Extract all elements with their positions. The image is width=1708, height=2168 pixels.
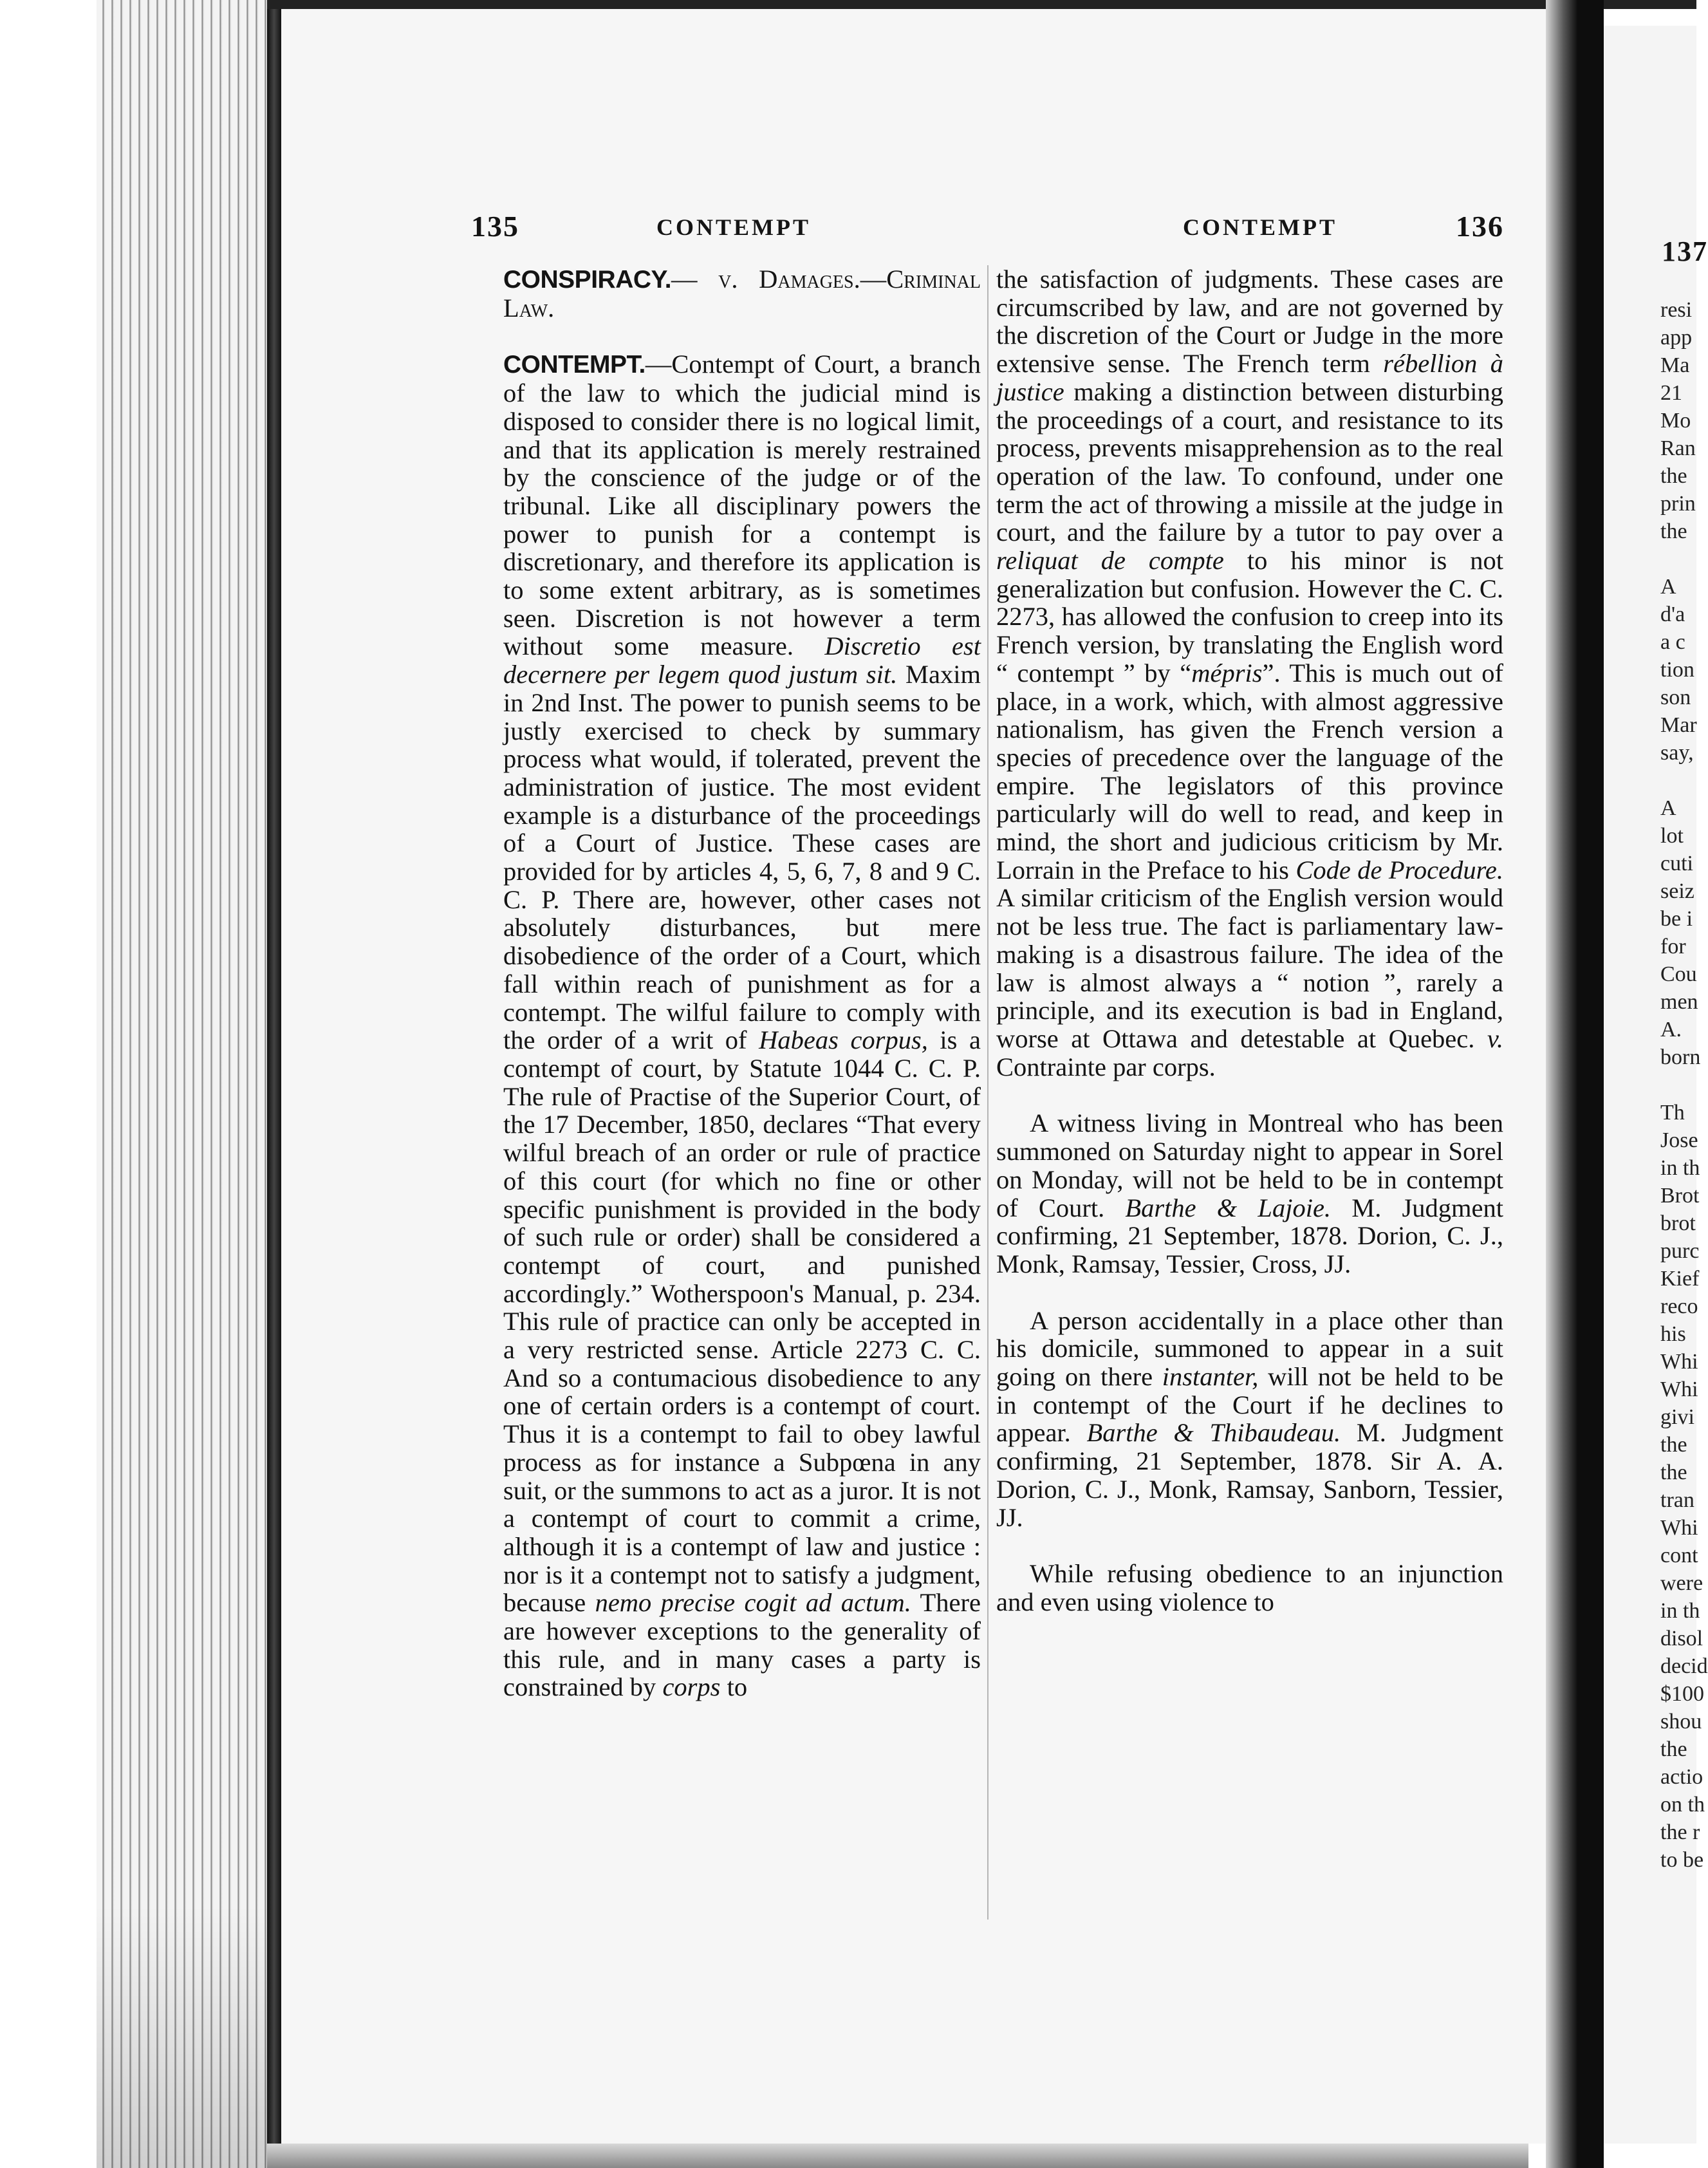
para2-text-b: M. Judgment confirming, 21 September, 1878. Dorion, C. J., Monk, Ramsay, Tessier, Cross, JJ.: [996, 1193, 1503, 1278]
book-gutter: [1546, 0, 1604, 2168]
next-page-fragment-line: a c: [1660, 630, 1685, 654]
next-page-fragment-line: givi: [1660, 1405, 1694, 1429]
next-page-fragment-line: brot: [1660, 1211, 1696, 1235]
page-edge-shadow: [97, 1905, 277, 2168]
next-page-fragment-line: the r: [1660, 1820, 1700, 1844]
next-page-fragment-line: decid: [1660, 1654, 1708, 1678]
para1-text-a: the satisfaction of judgments. These cases are circumscribed by law, and are not governed by the discretion of the Court or Judge in the more extensive sense. The French term: [996, 265, 1503, 378]
next-page-fragment-line: the: [1660, 519, 1687, 543]
next-page-fragment-line: to be: [1660, 1848, 1704, 1872]
latin-nemo: nemo precise cogit ad actum.: [595, 1588, 911, 1618]
next-page-fragment-line: d'a: [1660, 603, 1685, 626]
next-page-fragment-line: Cou: [1660, 962, 1697, 986]
next-page-fragment-line: [1660, 1071, 1699, 1099]
para2-text-a: A witness living in Montreal who has been summoned on Saturday night to appear in Sorel on Monday, will not be held to be in contempt of Court.: [996, 1108, 1503, 1222]
next-page-fragment-line: on th: [1660, 1793, 1705, 1817]
next-page-fragment-line: actio: [1660, 1765, 1703, 1789]
next-page-fragment-line: cuti: [1660, 852, 1693, 875]
para4-text-a: While refusing obedience to an injunction and even using violence to: [996, 1559, 1503, 1616]
para2-case: Barthe & Lajoie.: [1125, 1193, 1332, 1222]
para1-text-f: Contrainte par corps.: [996, 1052, 1216, 1081]
next-page-fragment-line: [1660, 545, 1699, 573]
next-page-fragment-line: the: [1660, 464, 1687, 488]
next-page-fragment-line: son: [1660, 686, 1691, 709]
para3-instanter: instanter,: [1162, 1362, 1259, 1392]
right-paragraph-3: [996, 1307, 1503, 1532]
entry-head-conspiracy: CONSPIRACY.: [503, 266, 672, 294]
contempt-text-4: There are however exceptions to the generality of this rule, and in many cases a party is constrained by: [503, 1588, 981, 1702]
para1-text-e: A similar criticism of the English version would not be less true. The fact is parliamentary law-making is a disastrous failure. The idea of the law is almost always a “ notion ”, rarely a principle, and its execution is bad in England, worse at Ottawa and detestable at Quebec.: [996, 883, 1503, 1053]
latin-maxim: Discretio est decernere per legem quod justum sit.: [503, 631, 981, 689]
next-page-fragment-line: Whi: [1660, 1516, 1698, 1540]
right-paragraph-1: [996, 265, 1503, 1081]
next-page-fragment-line: men: [1660, 990, 1698, 1014]
next-page-fragment-line: tion: [1660, 658, 1694, 682]
para3-text-b: will not be held to be in contempt of the Court if he declines to appear.: [996, 1362, 1503, 1448]
next-page-fragment-line: in th: [1660, 1156, 1700, 1180]
para1-v: v.: [1487, 1023, 1503, 1053]
para3-case: Barthe & Thibaudeau.: [1086, 1418, 1341, 1448]
next-page-fragment-line: say,: [1660, 741, 1694, 765]
next-page-fragment-line: Mar: [1660, 713, 1697, 737]
bottom-edge: [267, 2144, 1528, 2168]
column-divider: [987, 265, 989, 1920]
next-page-fragment-line: reco: [1660, 1294, 1698, 1318]
next-page-fragment-line: Whi: [1660, 1350, 1698, 1374]
next-page-fragment-line: be i: [1660, 907, 1693, 931]
corps-word: corps: [662, 1672, 721, 1702]
next-page-fragment-line: disol: [1660, 1627, 1703, 1650]
book-binding-edge: [267, 0, 281, 2168]
next-page-fragment-line: Kief: [1660, 1267, 1700, 1291]
next-page-fragment-line: Brot: [1660, 1184, 1700, 1208]
entry-head-contempt: CONTEMPT.: [503, 351, 645, 379]
next-page-fragment-line: for: [1660, 935, 1686, 958]
top-edge: [267, 0, 1696, 9]
left-page-number: 135: [471, 210, 519, 243]
next-page-fragment-line: prin: [1660, 492, 1696, 516]
para1-rebellion: rébellion à justice: [996, 349, 1503, 406]
next-page-fragment: [1604, 26, 1708, 2144]
book-page-edges: [97, 0, 277, 2168]
next-page-fragment-line: the: [1660, 1737, 1687, 1761]
next-page-fragment-line: purc: [1660, 1239, 1700, 1263]
next-page-fragment-line: tran: [1660, 1488, 1694, 1512]
next-page-fragment-line: Ma: [1660, 353, 1690, 377]
next-page-fragment-line: seiz: [1660, 879, 1694, 903]
next-page-fragment-line: were: [1660, 1571, 1703, 1595]
right-paragraph-2: [996, 1109, 1503, 1278]
next-page-fragment-line: app: [1660, 326, 1693, 350]
next-page-fragment-line: Jose: [1660, 1128, 1698, 1152]
para3-text-a: A person accidentally in a place other than his domicile, summoned to appear in a suit going on there: [996, 1305, 1503, 1392]
next-page-fragment-line: 21: [1660, 381, 1682, 405]
next-page-fragment-line: A.: [1660, 1018, 1682, 1042]
contempt-text-5: to: [720, 1672, 748, 1702]
contempt-entry: [503, 350, 981, 1701]
contempt-text-1: —Contempt of Court, a branch of the law to which the judicial mind is disposed to consider there is no logical limit, and that its application is merely restrained by the conscience of the judge or of the tribunal. Like all disciplinary powers the power to punish for a contempt is discretionary, and therefore its application is to some extent arbitrary, as is sometimes seen. Discretion is not however a term without some measure.: [503, 350, 981, 661]
right-running-head: CONTEMPT: [1183, 214, 1338, 240]
next-page-fragment-line: $100: [1660, 1682, 1704, 1706]
right-column: [996, 265, 1503, 1616]
contempt-text-3: is a contempt of court, by Statute 1044 C. C. P. The rule of Practise of the Superior Court, of the 17 December, 1850, declares “That every wilful breach of an order or rule of practice of this court (for which no fine or other specific punishment is provided in the body of such rule or order) shall be considered a contempt of court, and punished accordingly.” Wotherspoon's Manual, p. 234. This rule of practice can only be accepted in a very restricted sense. Article 2273 C. C. And so a contumacious disobedience to any one of certain orders is a contempt of court. Thus it is a contempt to fail to obey lawful process as for instance a Subpœna in any suit, or the summons to act as a juror. It is not a contempt of court to commit a crime, although it is a contempt of law and justice : nor is it a contempt not to satisfy a judgment, because: [503, 1025, 981, 1618]
para1-code: Code de Procedure.: [1295, 855, 1503, 884]
next-page-fragment-line: the: [1660, 1461, 1687, 1484]
conspiracy-entry: [503, 265, 981, 322]
para3-text-c: M. Judgment confirming, 21 September, 1878. Sir A. A. Dorion, C. J., Monk, Ramsay, Sanborn, Tessier, JJ.: [996, 1418, 1503, 1532]
next-page-fragment-line: resi: [1660, 298, 1693, 322]
para1-text-c: to his minor is not generalization but confusion. However the C. C. 2273, has allowed the confusion to creep into its French version, by translating the English word “ contempt ” by “: [996, 546, 1504, 687]
contempt-text-2: Maxim in 2nd Inst. The power to punish seems to be justly exercised to check by summary process what would, if tolerated, prevent the administration of justice. The most evident example is a disturbance of the proceedings of a Court of Justice. These cases are provided for by articles 4, 5, 6, 7, 8 and 9 C. C. P. There are, however, other cases not absolutely disturbances, but mere disobedience of the order of a Court, which fall within reach of punishment as for a contempt. The wilful failure to comply with the order of a writ of: [503, 660, 981, 1055]
next-page-fragment-line: Mo: [1660, 409, 1691, 433]
next-page-fragment-line: in th: [1660, 1599, 1700, 1623]
next-page-fragment-line: the: [1660, 1433, 1687, 1457]
next-page-fragments: [1660, 296, 1708, 1874]
next-page-fragment-line: Whi: [1660, 1378, 1698, 1401]
next-page-fragment-line: lot: [1660, 824, 1684, 848]
para1-text-d: ”. This is much out of place, in a work, which, with almost aggressive nationalism, has given the French version a species of precedence over the language of the empire. The legislators of this province particularly will do well to read, and keep in mind, the short and judicious criticism by Mr. Lorrain in the Preface to his: [996, 658, 1503, 884]
next-page-fragment-line: [1660, 767, 1699, 794]
next-page-number: 137: [1662, 236, 1708, 267]
para1-text-b: making a distinction between disturbing the proceedings of a court, and resistance to its process, prevents misapprehension as to the real operation of the law. To confound, under one term the act of throwing a missile at the judge in court, and the failure by a tutor to pay over a: [996, 377, 1503, 547]
left-column: [503, 265, 981, 1701]
next-page-fragment-line: shou: [1660, 1710, 1702, 1733]
next-page-fragment-line: A: [1660, 575, 1676, 599]
para1-reliquat: reliquat de compte: [996, 546, 1224, 575]
next-page-fragment-line: his: [1660, 1322, 1686, 1346]
next-page-fragment-line: born: [1660, 1045, 1701, 1069]
next-page-fragment-line: Ran: [1660, 436, 1696, 460]
next-page-fragment-line: cont: [1660, 1544, 1698, 1567]
left-running-head: CONTEMPT: [656, 214, 812, 240]
habeas-corpus: Habeas corpus,: [759, 1025, 928, 1055]
right-paragraph-4: [996, 1560, 1503, 1616]
para1-mepris: mépris: [1191, 658, 1263, 687]
conspiracy-crossref: — v. Damages.—Criminal Law.: [503, 265, 981, 322]
next-page-fragment-line: A: [1660, 796, 1676, 820]
right-page-number: 136: [1456, 210, 1504, 243]
next-page-fragment-line: Th: [1660, 1101, 1685, 1125]
